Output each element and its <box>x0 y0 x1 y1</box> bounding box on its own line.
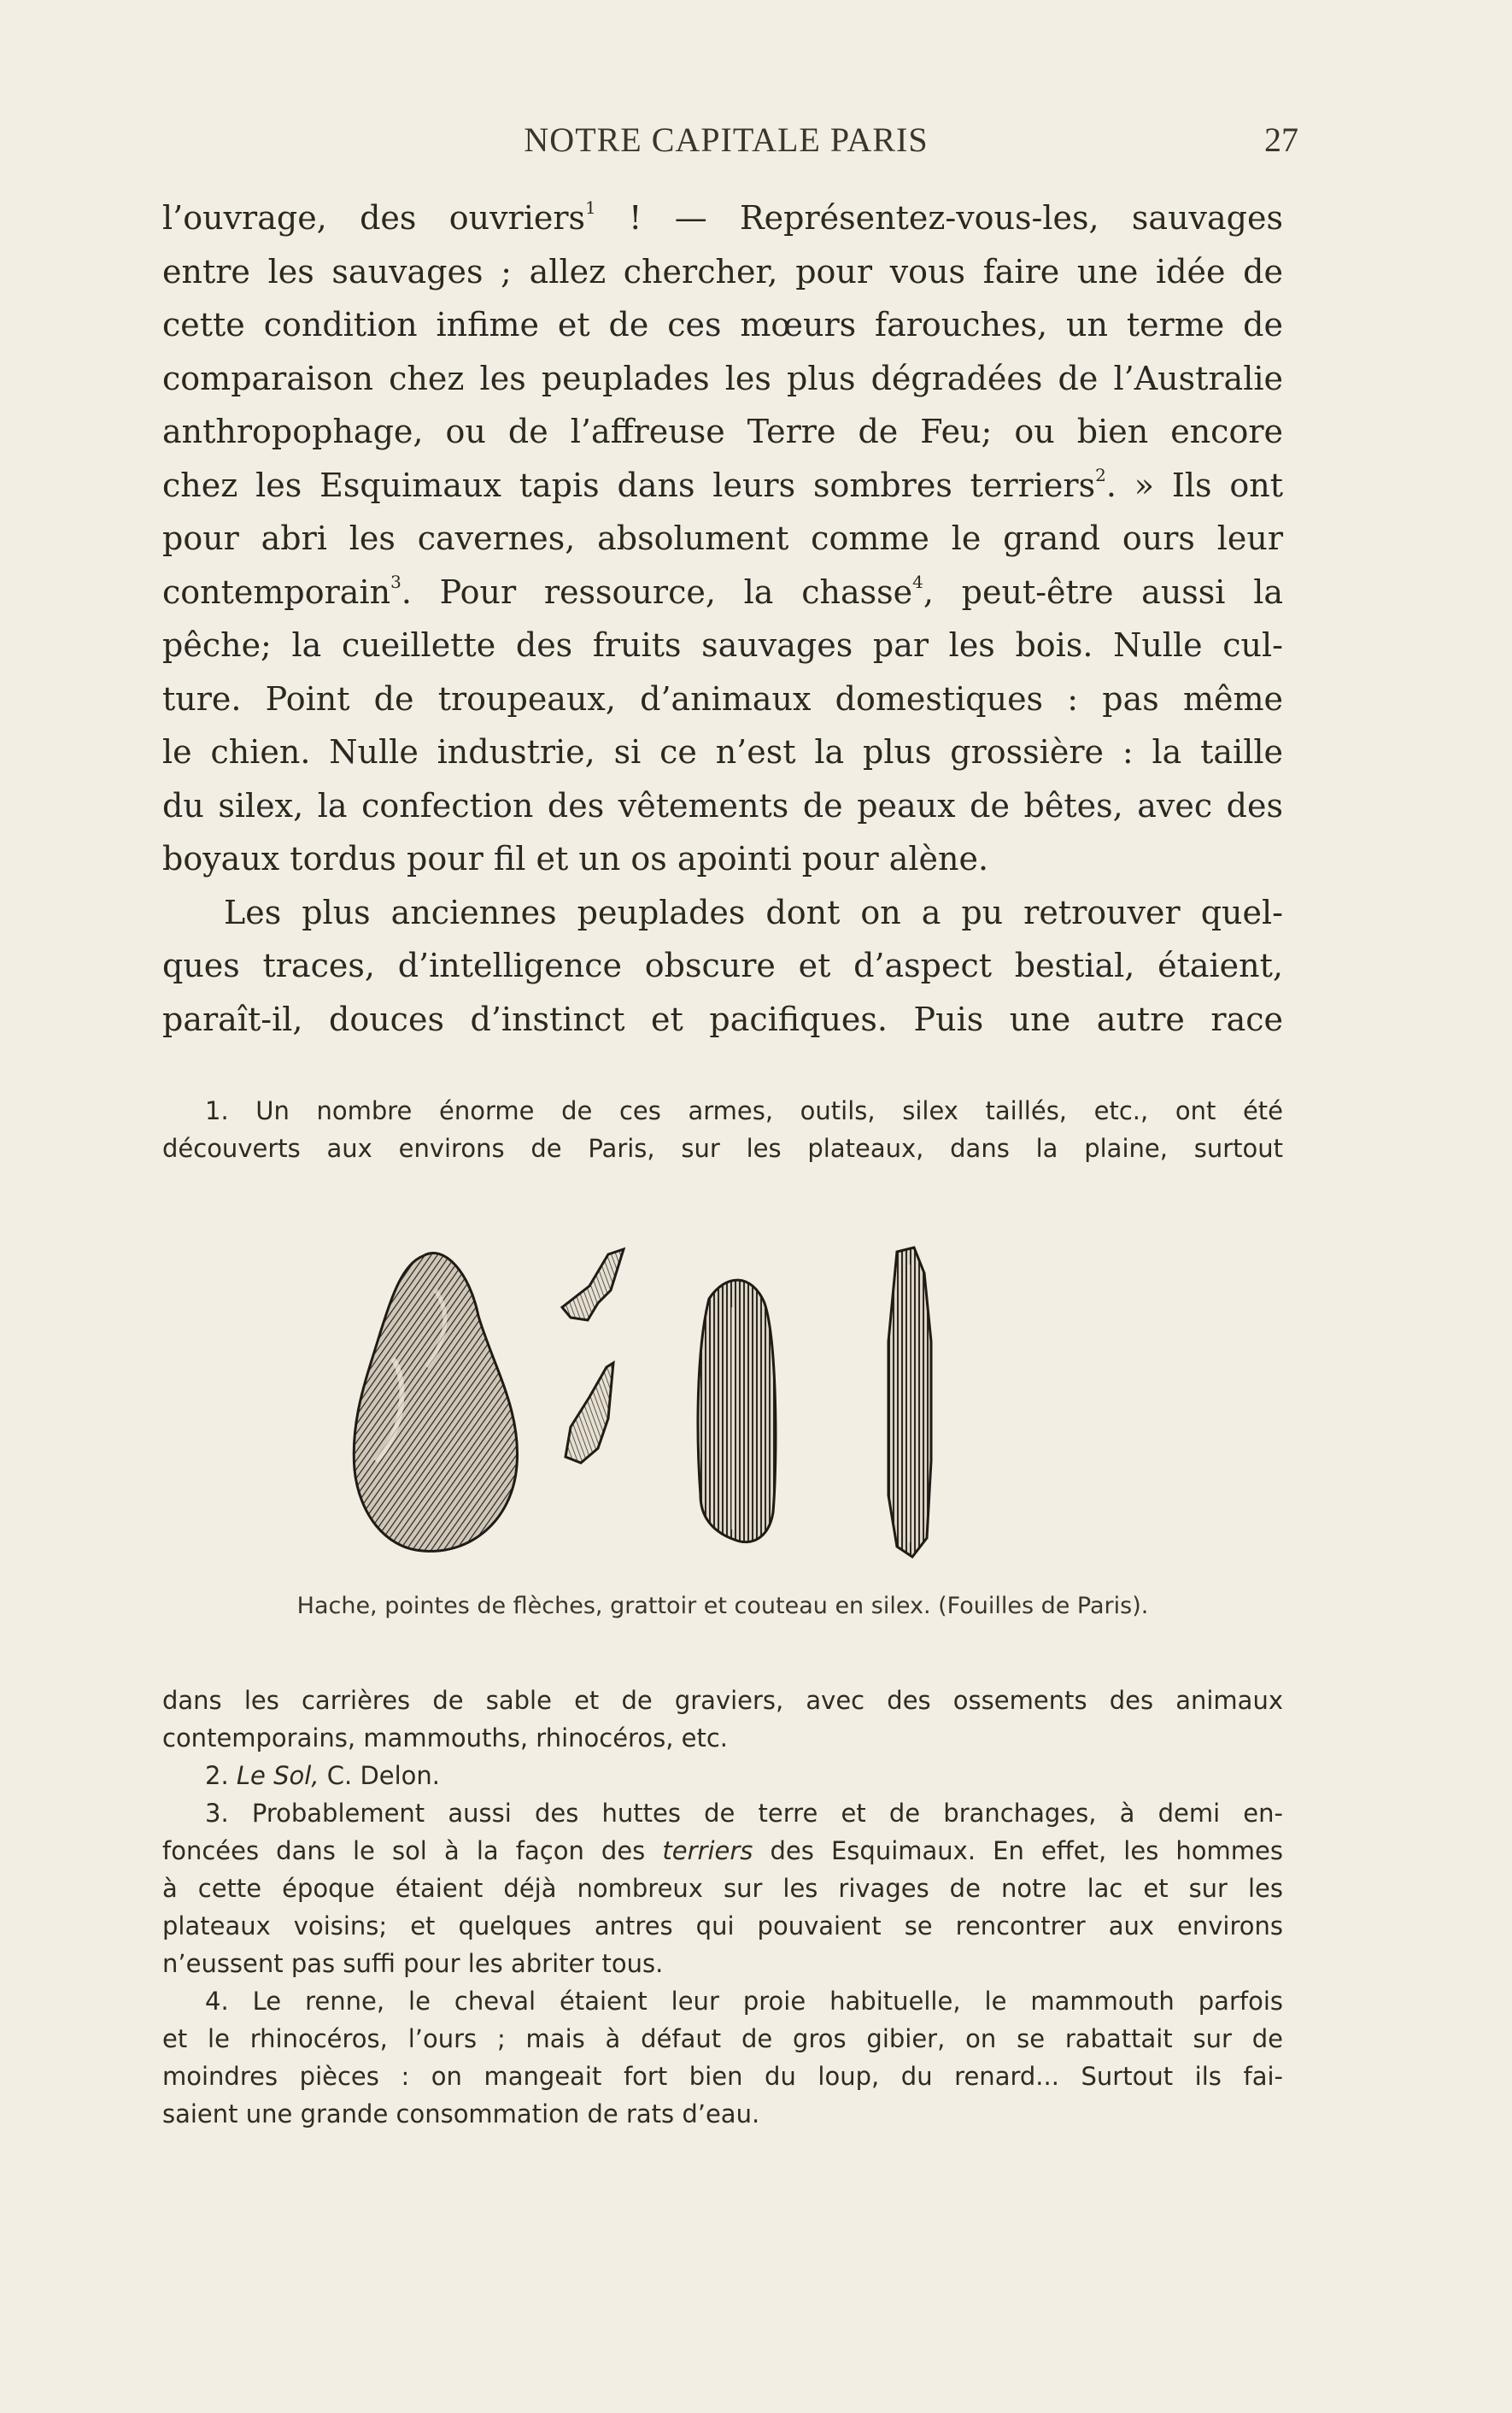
page-number: 27 <box>1264 120 1298 159</box>
text-line: contemporain$^3$. Pour ressource, la chasse$^4$, peut-être aussi la <box>162 571 1284 611</box>
footnote-line: saient une grande consommation de rats d’eau. <box>162 2099 760 2128</box>
footnote-2-title: Le Sol, <box>236 1761 319 1790</box>
text-line: chez les Esquimaux tapis dans leurs sombres terriers$^2$. » Ils ont <box>162 464 1283 504</box>
footnotes-bottom <box>162 1682 1283 2133</box>
figure-caption: Hache, pointes de flèches, grattoir et couteau en silex. (Fouilles de Paris). <box>296 1593 1149 1619</box>
flint-tools-figure <box>342 1239 1076 1564</box>
footnote-line: dans les carrières de sable et de graviers, avec des ossements des animaux <box>162 1686 1283 1715</box>
main-text <box>162 191 1283 1046</box>
knife-icon <box>888 1248 931 1557</box>
text-line: ture. Point de troupeaux, d’animaux domestiques : pas même <box>162 679 1283 718</box>
text-line: boyaux tordus pour fil et un os apointi pour alène. <box>162 840 989 878</box>
text-line: Les plus anciennes peuplades dont on a pu retrouver quel- <box>224 893 1283 931</box>
footnote-line: à cette époque étaient déjà nombreux sur les rivages de notre lac et sur les <box>162 1874 1283 1903</box>
text-line: ques traces, d’intelligence obscure et d’aspect bestial, étaient, <box>162 947 1283 984</box>
footnote-line: découverts aux environs de Paris, sur les plateaux, dans la plaine, surtout <box>162 1134 1283 1163</box>
running-title: NOTRE CAPITALE PARIS <box>524 120 929 159</box>
text-line: entre les sauvages ; allez chercher, pour vous faire une idée de <box>162 252 1283 291</box>
footnote-ref: 4 <box>912 571 923 592</box>
hand-axe-icon <box>354 1253 517 1551</box>
text-line: cette condition infime et de ces mœurs farouches, un terme de <box>162 306 1283 343</box>
footnote-line: 3. Probablement aussi des huttes de terre et de branchages, à demi en- <box>205 1799 1283 1828</box>
text-line: le chien. Nulle industrie, si ce n’est la plus grossière : la taille <box>162 733 1283 771</box>
footnote-ref: 1 <box>585 197 596 218</box>
footnote-line: moindres pièces : on mangeait fort bien du loup, du renard... Surtout ils fai- <box>162 2062 1283 2091</box>
footnote-line: plateaux voisins; et quelques antres qui pouvaient se rencontrer aux environs <box>162 1911 1283 1940</box>
footnote-line: n’eussent pas suffi pour les abriter tous. <box>162 1949 664 1978</box>
text-line: paraît-il, douces d’instinct et pacifiques. Puis une autre race <box>162 1000 1283 1038</box>
text-line: l’ouvrage, des ouvriers$^1$ ! — Représentez-vous-les, sauvages <box>162 197 1283 237</box>
arrowhead-icon <box>566 1363 613 1463</box>
text-line: du silex, la confection des vêtements de peaux de bêtes, avec des <box>162 786 1283 825</box>
footnote-ref: 2 <box>1095 464 1106 485</box>
footnote-line: foncées dans le sol à la façon des terriers des Esquimaux. En effet, les hommes <box>162 1836 1283 1865</box>
arrowhead-icon <box>562 1249 624 1320</box>
footnote-2: 2. Le Sol, C. Delon. <box>205 1761 441 1790</box>
footnote-ref: 3 <box>390 571 401 592</box>
scraper-icon <box>698 1280 776 1542</box>
running-head <box>162 120 1298 162</box>
footnote-1-start <box>162 1092 1283 1167</box>
footnote-line: et le rhinocéros, l’ours ; mais à défaut de gros gibier, on se rabattait sur de <box>162 2024 1283 2053</box>
footnote-line: 4. Le renne, le cheval étaient leur proie habituelle, le mammouth parfois <box>205 1987 1283 2016</box>
text-line: pour abri les cavernes, absolument comme le grand ours leur <box>162 520 1283 557</box>
text-line: pêche; la cueillette des fruits sauvages par les bois. Nulle cul- <box>162 626 1283 664</box>
text-line: anthropophage, ou de l’affreuse Terre de Feu; ou bien encore <box>162 413 1283 450</box>
footnote-line: contemporains, mammouths, rhinocéros, etc. <box>162 1723 729 1753</box>
italic-term: terriers <box>662 1836 753 1865</box>
footnote-line: 1. Un nombre énorme de ces armes, outils, silex taillés, etc., ont été <box>205 1096 1283 1125</box>
text-line: comparaison chez les peuplades les plus dégradées de l’Australie <box>162 359 1283 397</box>
